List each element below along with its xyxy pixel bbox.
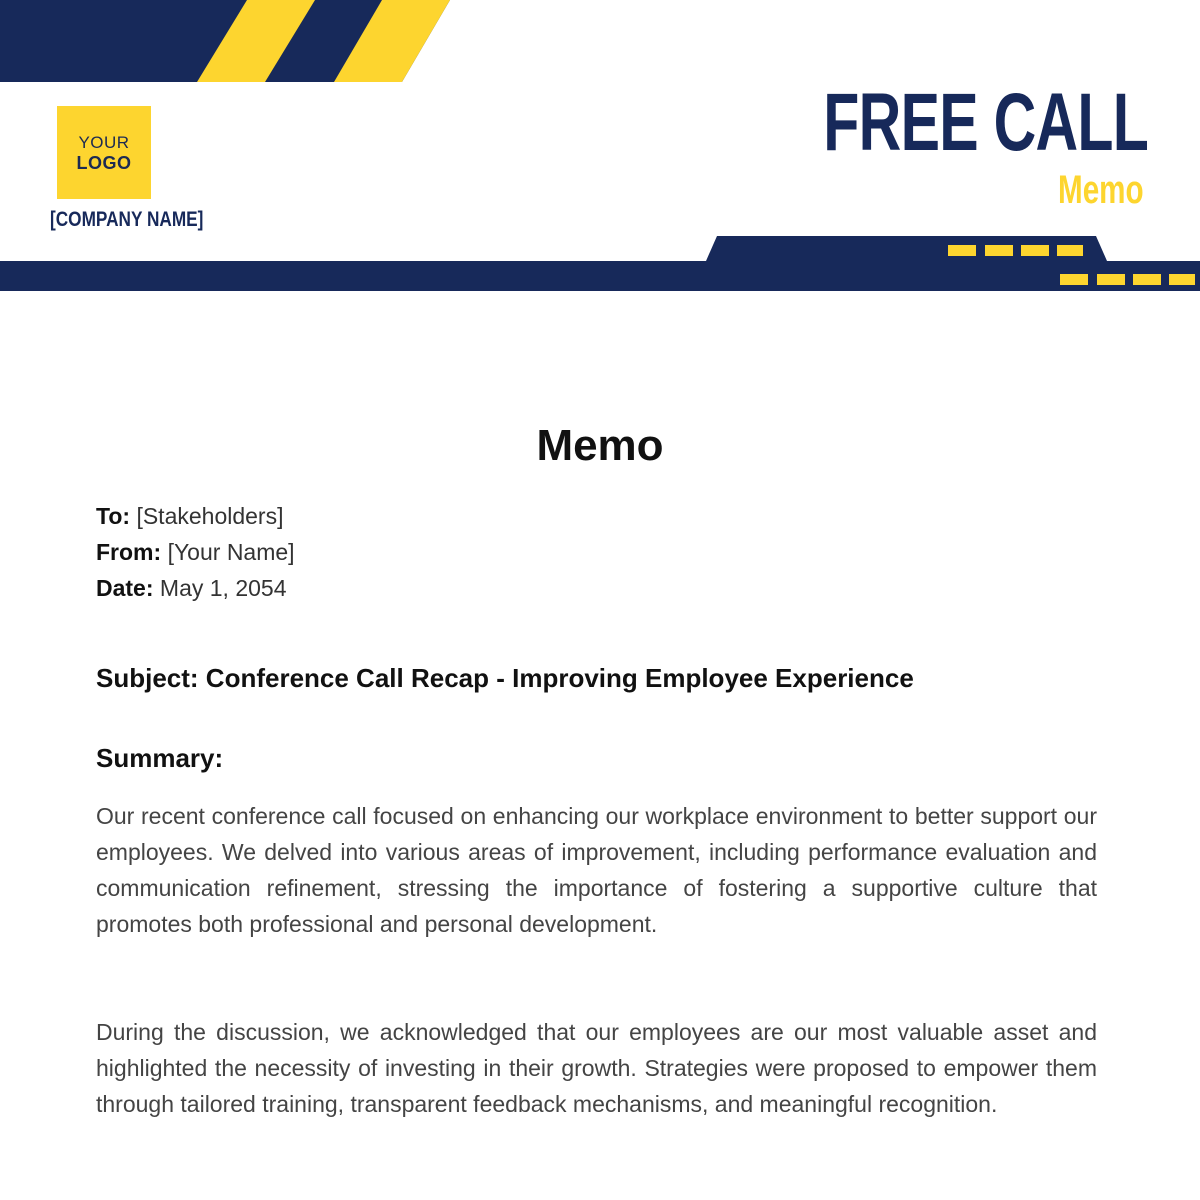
memo-subject: Subject: Conference Call Recap - Improving Employee Experience [96, 663, 914, 693]
bottom-navy-band [0, 261, 1200, 291]
to-row [96, 498, 295, 534]
logo-line-1: YOUR [78, 132, 130, 152]
company-name: [COMPANY NAME] [50, 208, 204, 231]
memo-meta [96, 498, 295, 606]
summary-paragraph-2: During the discussion, we acknowledged that our employees are our most valuable asset and highlighted the necessity of investing in their growth. Strategies were proposed to empower them through tailored training, transparent feedback mechanisms, and meaningful recognition. [96, 1019, 1097, 1117]
from-label: From: [96, 539, 162, 565]
to-label: To: [96, 503, 131, 529]
logo-line-2: LOGO [76, 152, 132, 173]
summary-paragraph-1: Our recent conference call focused on enhancing our workplace environment to better support our employees. We delved into various areas of improvement, including performance evaluation and communication refinement, stressing the importance of fostering a supportive culture that promotes both professional and personal development. [96, 803, 1097, 937]
header-subtitle: Memo [1058, 168, 1144, 212]
to-value: [Stakeholders] [136, 503, 284, 529]
header-title: FREE CALL [823, 77, 1148, 168]
document-title: Memo [536, 421, 664, 470]
date-label: Date: [96, 575, 154, 601]
logo-placeholder [57, 106, 151, 199]
summary-heading: Summary: [96, 743, 224, 773]
date-row [96, 570, 295, 606]
from-value: [Your Name] [167, 539, 295, 565]
from-row [96, 534, 295, 570]
date-value: May 1, 2054 [159, 575, 287, 601]
